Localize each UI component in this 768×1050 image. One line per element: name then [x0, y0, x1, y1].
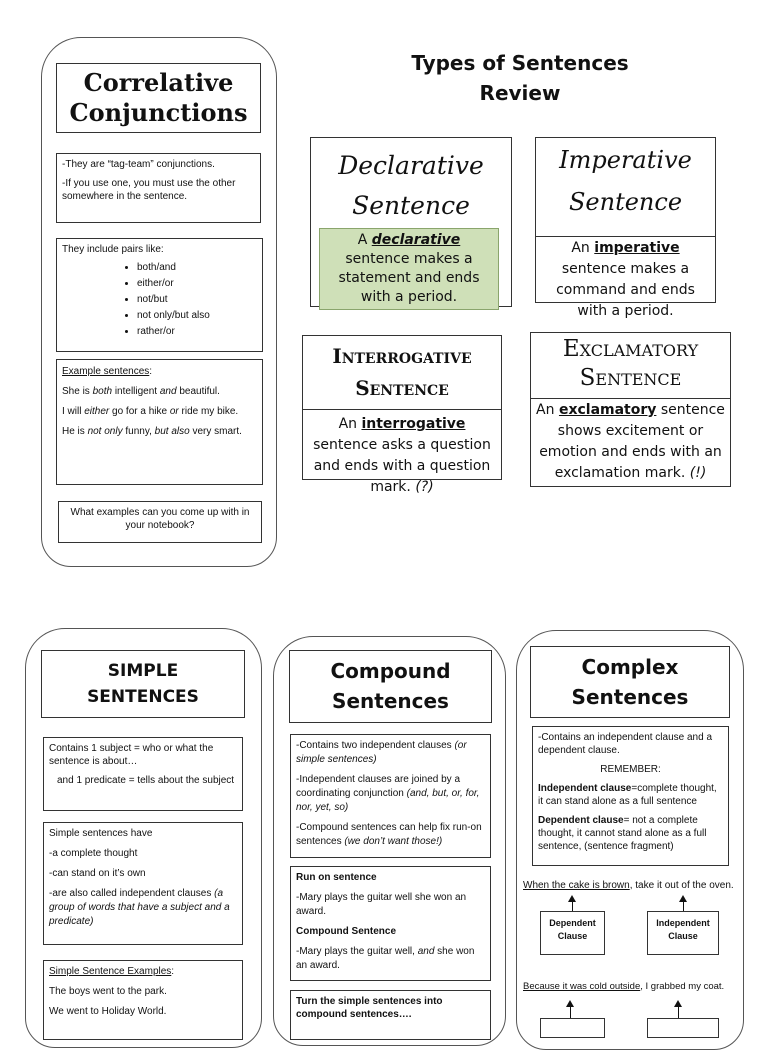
imperative-title: [535, 139, 716, 237]
correlative-examples-box: Example sentences: She is both intelligent and beautiful. I will either go for a hike or ride my bike. He is not only funny, but also very smart.: [56, 359, 263, 485]
correlative-prompt: What examples can you come up with in your notebook?: [70, 507, 250, 531]
correlative-example-2: I will either go for a hike or ride my bike.: [62, 406, 239, 417]
simple-def1: Contains 1 subject = who or what the sentence is about…: [49, 743, 214, 767]
complex-independent-def: Independent clause=complete thought, it can stand alone as a full sentence: [538, 783, 717, 807]
simple-title-box: [41, 650, 245, 718]
interrogative-caption: An interrogative sentence asks a question and ends with a question mark. (?): [313, 416, 491, 495]
correlative-title-box: [56, 63, 261, 133]
correlative-title-line2: Conjunctions: [69, 98, 248, 127]
exclamatory-caption: An exclamatory sentence shows excitement or emotion and ends with an exclamation mark. (!): [536, 402, 725, 481]
imperative-title-line1: Imperative: [559, 146, 692, 174]
simple-example-2: We went to Holiday World.: [49, 1006, 167, 1017]
exclamatory-title-line2: Sentence: [579, 365, 682, 391]
compound-sentence-heading: Compound Sentence: [296, 926, 397, 937]
compound-sentence-text: -Mary plays the guitar well, and she won an award.: [296, 946, 475, 971]
simple-title-line1: SIMPLE: [107, 661, 179, 681]
correlative-pairs-box: [56, 238, 263, 352]
imperative-keyword: imperative: [594, 240, 680, 256]
correlative-pairs-list: [62, 260, 257, 340]
complex-remember: REMEMBER:: [600, 764, 661, 775]
declarative-caption: A declarative sentence makes a statement and ends with a period.: [319, 228, 499, 310]
compound-title-line2: Sentences: [332, 689, 449, 713]
exclamatory-title-line1: Exclamatory: [562, 336, 699, 362]
compound-runon-text: -Mary plays the guitar well she won an award.: [296, 892, 467, 917]
interrogative-keyword: interrogative: [361, 416, 466, 432]
independent-clause-label-2: [647, 1018, 719, 1038]
simple-have-heading: Simple sentences have: [49, 828, 153, 839]
simple-have1: -a complete thought: [49, 848, 138, 859]
declarative-keyword: declarative: [371, 232, 461, 248]
simple-examples-box: Simple Sentence Examples: The boys went to the park. We went to Holiday World.: [43, 960, 243, 1040]
interrogative-title-line1: Interrogative: [332, 344, 472, 368]
complex-dependent-def: Dependent clause= not a complete thought, it cannot stand alone as a full sentence, (sentence fragment): [538, 815, 707, 852]
list-item: • both/and: [137, 260, 257, 276]
exclamatory-keyword: exclamatory: [558, 402, 657, 418]
correlative-examples-heading: Example sentences: [62, 366, 150, 377]
complex-title-line1: Complex: [581, 655, 679, 679]
correlative-example-3: He is not only funny, but also very smart.: [62, 426, 242, 437]
imperative-title-line2: Sentence: [568, 188, 683, 216]
independent-clause-label: Independent Clause: [647, 911, 719, 955]
compound-definition-box: [290, 734, 491, 858]
complex-title-box: [530, 646, 730, 718]
page-title-line1: Types of Sentences: [411, 51, 629, 75]
correlative-pairs-heading: They include pairs like:: [62, 244, 164, 255]
compound-title-line1: Compound: [330, 659, 451, 683]
arrow-independent-2: [678, 1005, 679, 1019]
compound-runon-heading: Run on sentence: [296, 872, 377, 883]
compound-p1: -Contains two independent clauses (or simple sentences): [296, 740, 467, 765]
compound-title-box: [289, 650, 492, 723]
correlative-prompt-box: [58, 501, 262, 543]
dependent-clause-label: Dependent Clause: [540, 911, 605, 955]
list-item: • either/or: [137, 276, 257, 292]
simple-have2: -can stand on it’s own: [49, 868, 146, 879]
page-title: [360, 48, 680, 108]
interrogative-title-line2: Sentence: [355, 376, 449, 400]
arrow-dependent-2: [570, 1005, 571, 1019]
compound-p3: -Compound sentences can help fix run-on sentences (we don’t want those!): [296, 822, 482, 847]
correlative-title-line1: Correlative: [83, 68, 234, 97]
list-item: • not/but: [137, 292, 257, 308]
complex-example-2: Because it was cold outside, I grabbed my coat.: [523, 981, 725, 992]
page-title-line2: Review: [479, 81, 561, 105]
simple-def2: and 1 predicate = tells about the subject: [57, 775, 235, 786]
correlative-intro-box: [56, 153, 261, 223]
simple-examples-heading: Simple Sentence Examples: [49, 966, 172, 977]
simple-example-1: The boys went to the park.: [49, 986, 167, 997]
compound-example-box: [290, 866, 491, 981]
complex-example-1: When the cake is brown, take it out of the oven.: [523, 880, 734, 891]
complex-title-line2: Sentences: [571, 685, 689, 709]
simple-definition-box: [43, 737, 243, 811]
declarative-title-line1: Declarative: [338, 151, 484, 180]
correlative-example-1: She is both intelligent and beautiful.: [62, 386, 220, 397]
complex-p1: -Contains an independent clause and a dependent clause.: [538, 732, 713, 756]
list-item: • not only/but also: [137, 308, 257, 324]
imperative-caption: An imperative sentence makes a command and ends with a period.: [556, 240, 695, 319]
interrogative-title: [302, 335, 502, 410]
declarative-title: [310, 146, 512, 226]
correlative-intro2: -If you use one, you must use the other somewhere in the sentence.: [62, 178, 236, 202]
declarative-title-line2: Sentence: [352, 191, 470, 220]
simple-have-box: [43, 822, 243, 945]
compound-turn-text: Turn the simple sentences into compound sentences….: [296, 996, 443, 1020]
correlative-intro1: -They are “tag-team” conjunctions.: [62, 159, 215, 170]
simple-title-line2: SENTENCES: [87, 687, 199, 707]
dependent-clause-label-2: [540, 1018, 605, 1038]
simple-have3: -are also called independent clauses (a group of words that have a subject and a predicate): [49, 888, 230, 927]
compound-turn-box: [290, 990, 491, 1040]
exclamatory-title: [530, 332, 731, 399]
list-item: • rather/or: [137, 324, 257, 340]
complex-definition-box: [532, 726, 729, 866]
compound-p2: -Independent clauses are joined by a coordinating conjunction (and, but, or, for, nor, yet, so): [296, 774, 480, 813]
